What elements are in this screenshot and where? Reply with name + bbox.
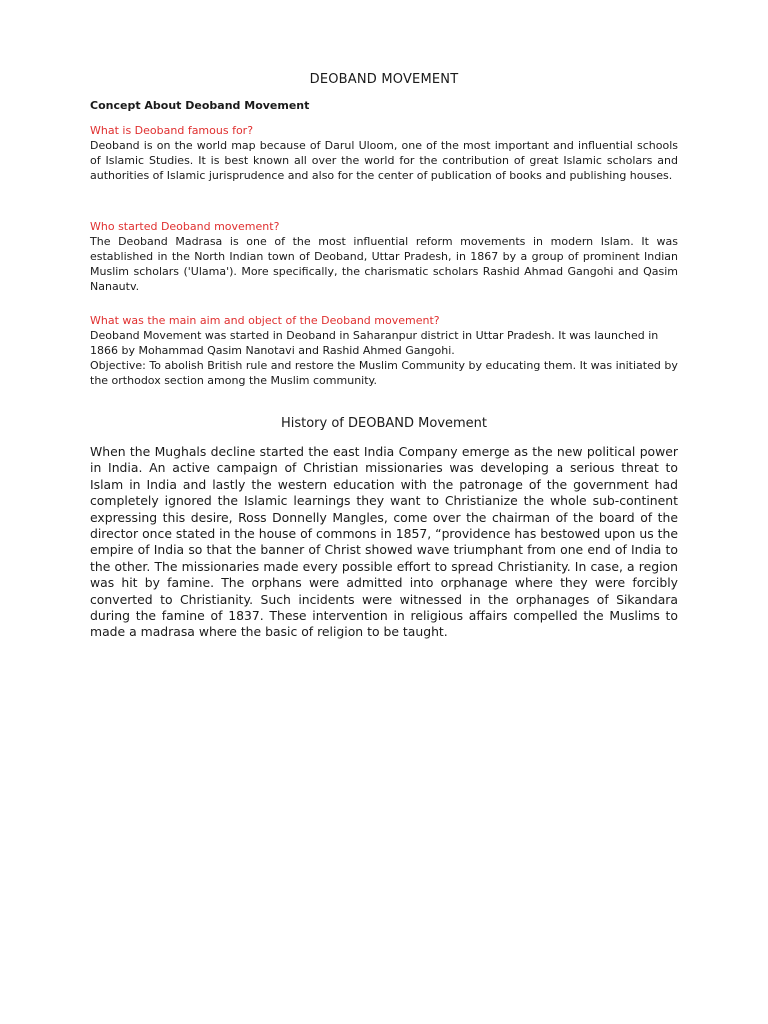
answer-aim-line-1: Deoband Movement was started in Deoband in Saharanpur district in Uttar Pradesh. It was launched in 1866 by Mohammad Qasim Nanotavi and Rashid Ahmed Gangohi.	[90, 329, 659, 357]
qa-block-aim	[90, 313, 678, 388]
history-heading: History of DEOBAND Movement	[280, 416, 488, 431]
qa-block-famous	[90, 123, 678, 183]
question-started: Who started Deoband movement?	[90, 220, 280, 233]
concept-heading: Concept About Deoband Movement	[90, 99, 310, 112]
qa-block-started	[90, 219, 678, 294]
answer-aim-line-2: Objective: To abolish British rule and restore the Muslim Community by educating them. It was initiated by the orthodox section among the Muslim community.	[90, 359, 678, 387]
question-famous: What is Deoband famous for?	[90, 124, 254, 137]
answer-famous: Deoband is on the world map because of Darul Uloom, one of the most important and influential schools of Islamic Studies. It is best known all over the world for the contribution of great Islamic scholars and authorities of Islamic jurisprudence and also for the center of publication of books and publishing houses.	[90, 139, 678, 182]
document-title: DEOBAND MOVEMENT	[309, 72, 459, 87]
answer-started: The Deoband Madrasa is one of the most influential reform movements in modern Islam. It was established in the North Indian town of Deoband, Uttar Pradesh, in 1867 by a group of prominent Indian Muslim scholars ('Ulama'). More specifically, the charismatic scholars Rashid Ahmad Gangohi and Qasim Nanautv.	[90, 235, 678, 293]
question-aim: What was the main aim and object of the Deoband movement?	[90, 314, 440, 327]
history-paragraph: When the Mughals decline started the east India Company emerge as the new political power in India. An active campaign of Christian missionaries was developing a serious threat to Islam in India and lastly the western education with the patronage of the government had completely ignored the Islamic learnings they want to Christianize the whole sub-continent expressing this desire, Ross Donnelly Mangles, come over the chairman of the board of the director once stated in the house of commons in 1857, “providence has bestowed upon us the empire of India so that the banner of Christ showed wave triumphant from one end of India to the other. The missionaries made every possible effort to spread Christianity. In case, a region was hit by famine. The orphans were admitted into orphanage where they were forcibly converted to Christianity. Such incidents were witnessed in the orphanages of Sikandara during the famine of 1837. These intervention in religious affairs compelled the Muslims to made a madrasa where the basic of religion to be taught.	[90, 444, 678, 640]
